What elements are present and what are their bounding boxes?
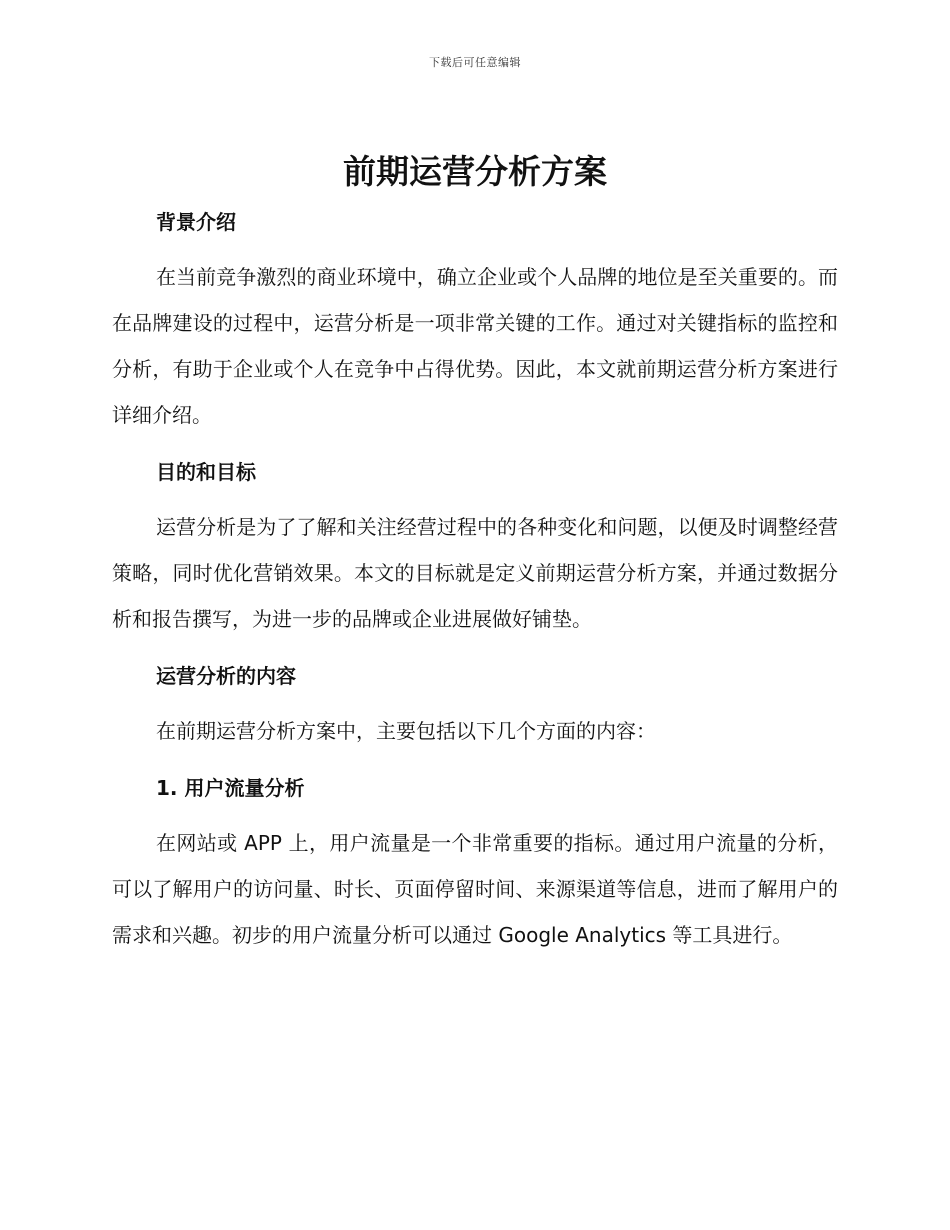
header-note: 下载后可任意编辑 [429, 56, 521, 69]
section-heading: 1. 用户流量分析 [156, 776, 305, 800]
section-paragraph: 运营分析是为了了解和关注经营过程中的各种变化和问题，以便及时调整经营策略，同时优化营销效果。本文的目标就是定义前期运营分析方案，并通过数据分析和报告撰写，为进一步的品牌或企业进展做好铺垫。 [112, 515, 838, 631]
document-title: 前期运营分析方案 [343, 152, 607, 191]
section-heading: 背景介绍 [156, 210, 236, 234]
section-paragraph: 在网站或 APP 上，用户流量是一个非常重要的指标。通过用户流量的分析，可以了解用户的访问量、时长、页面停留时间、来源渠道等信息，进而了解用户的需求和兴趣。初步的用户流量分析可以通过 Google Analytics 等工具进行。 [112, 831, 838, 947]
section-user-traffic [112, 768, 838, 958]
section-content [112, 656, 838, 768]
section-background [112, 202, 838, 452]
section-paragraph: 在前期运营分析方案中，主要包括以下几个方面的内容： [156, 719, 656, 743]
section-purpose [112, 452, 838, 656]
document-body [112, 202, 838, 958]
section-heading: 目的和目标 [156, 460, 256, 484]
section-heading: 运营分析的内容 [156, 664, 296, 688]
section-paragraph: 在当前竞争激烈的商业环境中，确立企业或个人品牌的地位是至关重要的。而在品牌建设的过程中，运营分析是一项非常关键的工作。通过对关键指标的监控和分析，有助于企业或个人在竞争中占得优势。因此，本文就前期运营分析方案进行详细介绍。 [112, 265, 838, 427]
